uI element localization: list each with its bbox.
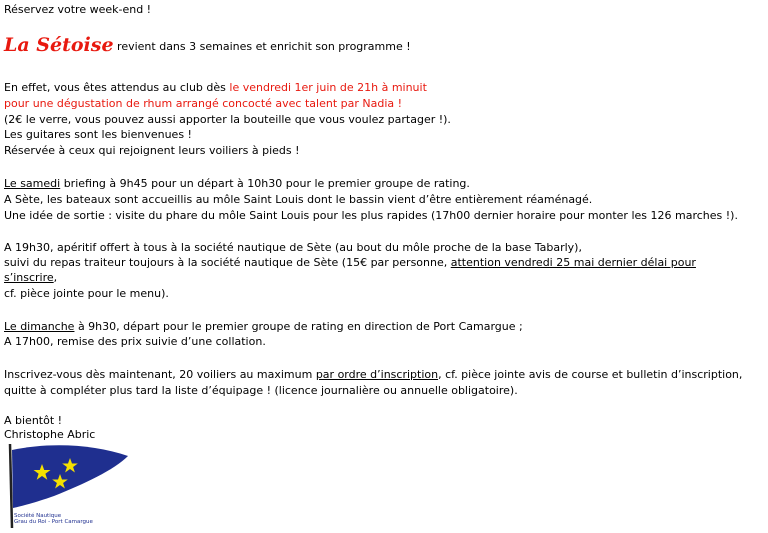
- invitation-prefix: En effet, vous êtes attendus au club dès: [4, 81, 230, 94]
- invitation-line-5: Réservée à ceux qui rejoignent leurs voiliers à pieds !: [4, 144, 300, 157]
- event-date: le vendredi 1er juin de 21h à minuit: [229, 81, 427, 94]
- saturday-line-1: [4, 177, 470, 191]
- signoff-greeting: A bientôt !: [4, 414, 63, 427]
- registration-line-2: quitte à compléter plus tard la liste d’équipage ! (licence journalière ou annuelle obligatoire).: [4, 384, 518, 397]
- invitation-line-2: pour une dégustation de rhum arrangé concocté avec talent par Nadia !: [4, 97, 403, 110]
- evening-line-1: A 19h30, apéritif offert à tous à la société nautique de Sète (au bout du môle proche de la base Tabarly),: [4, 241, 582, 254]
- registration-order-link[interactable]: par ordre d’inscription: [315, 368, 439, 381]
- registration-text: Inscrivez-vous dès maintenant, 20 voiliers au maximum: [4, 368, 316, 381]
- saturday-line-3: Une idée de sortie : visite du phare du môle Saint Louis pour les plus rapides (17h00 dernier horaire pour monter les 126 marches !).: [4, 209, 738, 222]
- saturday-label: Le samedi: [4, 177, 61, 190]
- register-link[interactable]: s’inscrire: [4, 271, 54, 284]
- header-line: [4, 3, 151, 17]
- evening-comma: ,: [53, 271, 58, 284]
- invitation-line-4: Les guitares sont les bienvenues !: [4, 128, 192, 141]
- intro-text: revient dans 3 semaines et enrichit son programme !: [113, 40, 411, 53]
- deadline-link[interactable]: attention vendredi 25 mai dernier délai pour: [450, 256, 696, 269]
- evening-line-4: cf. pièce jointe pour le menu).: [4, 287, 169, 300]
- intro-line: [4, 34, 411, 56]
- signoff-name: Christophe Abric: [4, 428, 96, 441]
- evening-line-3: [4, 271, 57, 285]
- club-logo: [4, 440, 134, 530]
- sunday-line-1: [4, 320, 523, 334]
- registration-text-rest: , cf. pièce jointe avis de course et bulletin d’inscription,: [438, 368, 743, 381]
- evening-line-2: [4, 256, 696, 270]
- sunday-line-2: A 17h00, remise des prix suivie d’une collation.: [4, 335, 266, 348]
- saturday-line-2: A Sète, les bateaux sont accueillis au môle Saint Louis dont le bassin vient d’être entièrement réaménagé.: [4, 193, 593, 206]
- header-text: Réservez votre week-end !: [4, 3, 152, 16]
- saturday-text: briefing à 9h45 pour un départ à 10h30 pour le premier groupe de rating.: [60, 177, 470, 190]
- evening-text: suivi du repas traiteur toujours à la société nautique de Sète (15€ par personne,: [4, 256, 451, 269]
- logo-caption-1: Société Nautique: [14, 513, 62, 519]
- invitation-line-3: (2€ le verre, vous pouvez aussi apporter la bouteille que vous voulez partager !).: [4, 113, 451, 126]
- invitation-line-1: [4, 81, 427, 95]
- sunday-text: à 9h30, départ pour le premier groupe de rating en direction de Port Camargue ;: [74, 320, 523, 333]
- registration-line-1: [4, 368, 742, 382]
- sunday-label: Le dimanche: [4, 320, 75, 333]
- logo-caption-2: Grau du Roi - Port Camargue: [14, 519, 93, 525]
- brand-name: La Sétoise: [4, 34, 114, 56]
